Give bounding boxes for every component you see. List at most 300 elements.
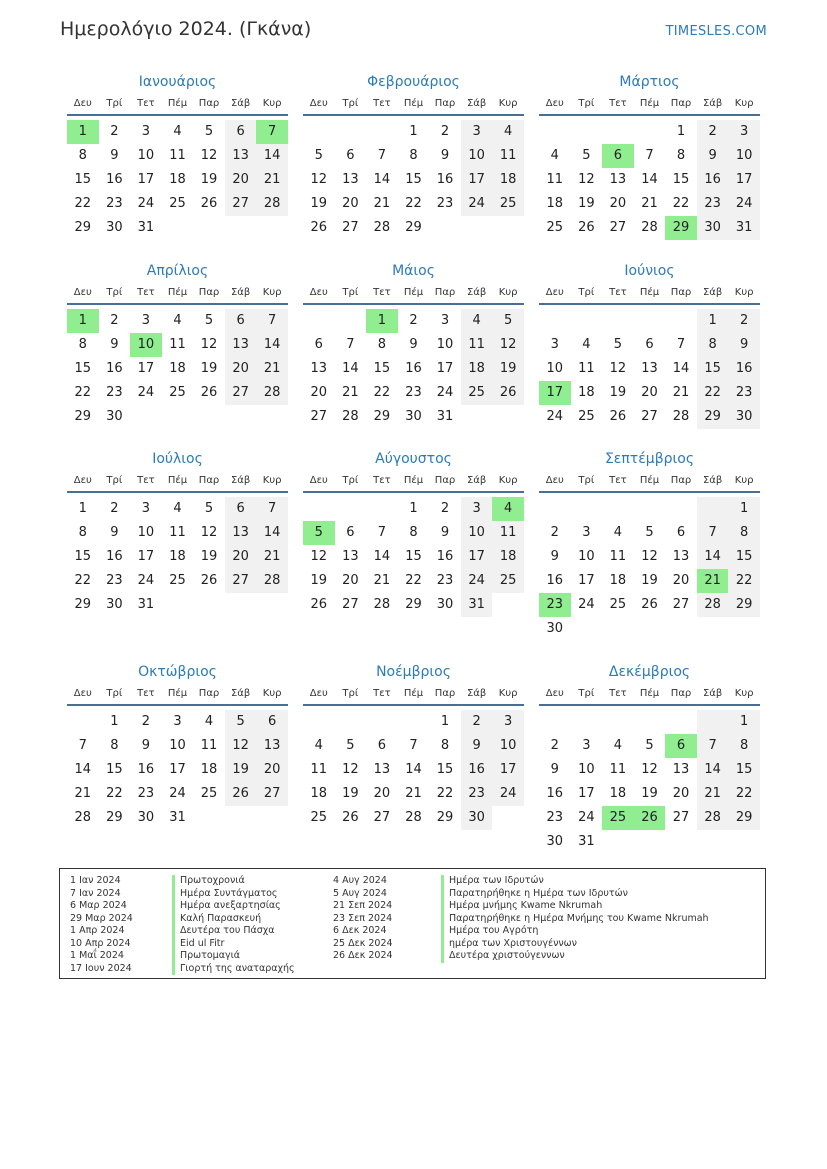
day-cell[interactable]: 21 [405,786,422,801]
day-cell[interactable]: 6 [645,337,654,352]
day-cell[interactable]: 22 [74,196,92,211]
day-cell[interactable]: 28 [641,220,658,235]
day-cell[interactable]: 1 [728,710,760,734]
day-cell[interactable]: 11 [492,144,524,168]
day-cell[interactable]: 5 [645,525,654,540]
day-cell[interactable]: 12 [641,762,658,777]
day-cell[interactable]: 25 [492,192,524,216]
day-cell[interactable]: 29 [436,810,454,825]
day-cell[interactable]: 8 [676,148,686,163]
day-cell[interactable]: 3 [550,337,559,352]
brand-link[interactable]: TIMESLES.COM [665,24,767,39]
day-cell[interactable]: 7 [676,337,686,352]
day-cell[interactable]: 19 [492,357,524,381]
day-cell[interactable]: 15 [672,172,690,187]
day-cell[interactable]: 19 [641,786,658,801]
day-cell[interactable]: 4 [173,501,182,516]
day-cell[interactable]: 10 [461,521,493,545]
holiday-day-cell[interactable]: 26 [634,806,666,830]
day-cell[interactable]: 20 [641,385,658,400]
day-cell[interactable]: 11 [578,361,595,376]
day-cell[interactable]: 31 [578,834,595,849]
day-cell[interactable]: 12 [310,549,328,564]
day-cell[interactable]: 3 [440,313,450,328]
day-cell[interactable]: 14 [373,172,391,187]
day-cell[interactable]: 30 [106,220,123,235]
day-cell[interactable]: 16 [728,357,760,381]
holiday-day-cell[interactable]: 25 [602,806,634,830]
day-cell[interactable]: 1 [110,714,119,729]
day-cell[interactable]: 2 [550,525,559,540]
day-cell[interactable]: 4 [461,309,493,333]
day-cell[interactable]: 10 [169,738,186,753]
day-cell[interactable]: 24 [461,192,493,216]
day-cell[interactable]: 9 [440,525,450,540]
day-cell[interactable]: 24 [578,810,595,825]
day-cell[interactable]: 21 [373,573,391,588]
day-cell[interactable]: 12 [492,333,524,357]
day-cell[interactable]: 27 [225,569,257,593]
day-cell[interactable]: 29 [728,806,760,830]
day-cell[interactable]: 9 [440,148,450,163]
day-cell[interactable]: 30 [461,806,493,830]
day-cell[interactable]: 24 [169,786,186,801]
day-cell[interactable]: 6 [225,120,257,144]
day-cell[interactable]: 16 [106,361,123,376]
day-cell[interactable]: 23 [436,196,454,211]
day-cell[interactable]: 28 [373,220,391,235]
day-cell[interactable]: 10 [578,762,595,777]
holiday-day-cell[interactable]: 1 [67,120,99,144]
day-cell[interactable]: 16 [106,549,123,564]
day-cell[interactable]: 27 [225,192,257,216]
day-cell[interactable]: 30 [697,216,729,240]
day-cell[interactable]: 13 [641,361,658,376]
day-cell[interactable]: 10 [546,361,564,376]
day-cell[interactable]: 12 [342,762,359,777]
day-cell[interactable]: 24 [436,385,454,400]
day-cell[interactable]: 22 [74,385,92,400]
day-cell[interactable]: 24 [461,569,493,593]
day-cell[interactable]: 15 [74,361,92,376]
day-cell[interactable]: 10 [461,144,493,168]
day-cell[interactable]: 14 [697,758,729,782]
holiday-day-cell[interactable]: 6 [602,144,634,168]
day-cell[interactable]: 13 [225,144,257,168]
day-cell[interactable]: 29 [74,597,92,612]
day-cell[interactable]: 9 [461,734,493,758]
day-cell[interactable]: 17 [461,545,493,569]
day-cell[interactable]: 11 [609,762,627,777]
day-cell[interactable]: 14 [672,361,690,376]
day-cell[interactable]: 11 [546,172,564,187]
day-cell[interactable]: 11 [169,148,186,163]
day-cell[interactable]: 4 [492,120,524,144]
day-cell[interactable]: 16 [137,762,155,777]
day-cell[interactable]: 22 [697,381,729,405]
day-cell[interactable]: 17 [578,786,595,801]
holiday-day-cell[interactable]: 5 [303,521,335,545]
day-cell[interactable]: 27 [672,810,690,825]
day-cell[interactable]: 14 [342,361,359,376]
day-cell[interactable]: 28 [405,810,422,825]
day-cell[interactable]: 2 [728,309,760,333]
day-cell[interactable]: 30 [106,409,123,424]
day-cell[interactable]: 23 [697,192,729,216]
day-cell[interactable]: 25 [169,573,186,588]
day-cell[interactable]: 26 [310,220,328,235]
day-cell[interactable]: 24 [492,782,524,806]
day-cell[interactable]: 15 [728,758,760,782]
day-cell[interactable]: 7 [78,738,87,753]
day-cell[interactable]: 19 [310,196,328,211]
day-cell[interactable]: 14 [256,144,288,168]
day-cell[interactable]: 9 [110,525,119,540]
day-cell[interactable]: 24 [728,192,760,216]
day-cell[interactable]: 21 [672,385,690,400]
day-cell[interactable]: 6 [225,497,257,521]
day-cell[interactable]: 6 [225,309,257,333]
day-cell[interactable]: 23 [546,810,564,825]
day-cell[interactable]: 6 [314,337,323,352]
day-cell[interactable]: 18 [609,786,627,801]
day-cell[interactable]: 10 [137,148,155,163]
day-cell[interactable]: 2 [697,120,729,144]
day-cell[interactable]: 10 [728,144,760,168]
day-cell[interactable]: 7 [377,525,387,540]
day-cell[interactable]: 9 [110,148,119,163]
day-cell[interactable]: 14 [256,521,288,545]
day-cell[interactable]: 9 [697,144,729,168]
day-cell[interactable]: 26 [225,782,257,806]
day-cell[interactable]: 12 [200,148,218,163]
day-cell[interactable]: 19 [225,758,257,782]
day-cell[interactable]: 18 [310,786,328,801]
day-cell[interactable]: 3 [582,525,591,540]
day-cell[interactable]: 22 [373,385,391,400]
day-cell[interactable]: 27 [225,381,257,405]
day-cell[interactable]: 31 [436,409,454,424]
day-cell[interactable]: 4 [204,714,214,729]
day-cell[interactable]: 4 [314,738,323,753]
day-cell[interactable]: 2 [110,124,119,139]
day-cell[interactable]: 23 [137,786,155,801]
day-cell[interactable]: 15 [728,545,760,569]
day-cell[interactable]: 7 [409,738,418,753]
day-cell[interactable]: 31 [137,220,155,235]
day-cell[interactable]: 2 [440,124,450,139]
day-cell[interactable]: 5 [346,738,355,753]
day-cell[interactable]: 20 [609,196,627,211]
day-cell[interactable]: 5 [492,309,524,333]
day-cell[interactable]: 11 [492,521,524,545]
day-cell[interactable]: 25 [546,220,564,235]
day-cell[interactable]: 29 [405,597,422,612]
day-cell[interactable]: 19 [609,385,627,400]
day-cell[interactable]: 6 [346,525,355,540]
day-cell[interactable]: 21 [256,357,288,381]
day-cell[interactable]: 9 [728,333,760,357]
day-cell[interactable]: 13 [310,361,328,376]
day-cell[interactable]: 27 [256,782,288,806]
day-cell[interactable]: 11 [310,762,328,777]
day-cell[interactable]: 23 [728,381,760,405]
day-cell[interactable]: 7 [256,497,288,521]
day-cell[interactable]: 20 [225,545,257,569]
day-cell[interactable]: 3 [582,738,591,753]
day-cell[interactable]: 21 [74,786,92,801]
day-cell[interactable]: 15 [74,549,92,564]
day-cell[interactable]: 14 [405,762,422,777]
day-cell[interactable]: 29 [697,405,729,429]
day-cell[interactable]: 21 [373,196,391,211]
day-cell[interactable]: 26 [641,597,658,612]
holiday-day-cell[interactable]: 1 [67,309,99,333]
day-cell[interactable]: 24 [137,573,155,588]
day-cell[interactable]: 19 [578,196,595,211]
day-cell[interactable]: 13 [609,172,627,187]
day-cell[interactable]: 15 [405,172,422,187]
day-cell[interactable]: 22 [672,196,690,211]
day-cell[interactable]: 6 [256,710,288,734]
day-cell[interactable]: 21 [256,545,288,569]
day-cell[interactable]: 30 [405,409,422,424]
day-cell[interactable]: 11 [461,333,493,357]
day-cell[interactable]: 7 [697,521,729,545]
day-cell[interactable]: 21 [641,196,658,211]
day-cell[interactable]: 8 [409,525,418,540]
day-cell[interactable]: 21 [697,782,729,806]
day-cell[interactable]: 3 [141,313,151,328]
day-cell[interactable]: 18 [492,168,524,192]
day-cell[interactable]: 12 [200,525,218,540]
day-cell[interactable]: 22 [74,573,92,588]
day-cell[interactable]: 13 [342,172,359,187]
day-cell[interactable]: 3 [141,501,151,516]
day-cell[interactable]: 14 [641,172,658,187]
day-cell[interactable]: 19 [641,573,658,588]
day-cell[interactable]: 20 [256,758,288,782]
day-cell[interactable]: 23 [106,196,123,211]
day-cell[interactable]: 4 [550,148,559,163]
day-cell[interactable]: 19 [200,549,218,564]
day-cell[interactable]: 25 [492,569,524,593]
day-cell[interactable]: 26 [578,220,595,235]
day-cell[interactable]: 22 [728,782,760,806]
day-cell[interactable]: 15 [697,357,729,381]
day-cell[interactable]: 7 [346,337,355,352]
day-cell[interactable]: 13 [342,549,359,564]
day-cell[interactable]: 28 [697,806,729,830]
day-cell[interactable]: 18 [169,361,186,376]
day-cell[interactable]: 23 [405,385,422,400]
day-cell[interactable]: 30 [728,405,760,429]
day-cell[interactable]: 20 [225,168,257,192]
day-cell[interactable]: 29 [106,810,123,825]
day-cell[interactable]: 29 [373,409,391,424]
day-cell[interactable]: 4 [173,313,182,328]
day-cell[interactable]: 21 [342,385,359,400]
day-cell[interactable]: 1 [409,501,418,516]
day-cell[interactable]: 24 [578,597,595,612]
day-cell[interactable]: 5 [204,313,214,328]
day-cell[interactable]: 1 [728,497,760,521]
day-cell[interactable]: 14 [697,545,729,569]
day-cell[interactable]: 2 [461,710,493,734]
day-cell[interactable]: 20 [225,357,257,381]
day-cell[interactable]: 8 [110,738,119,753]
day-cell[interactable]: 25 [169,385,186,400]
day-cell[interactable]: 6 [676,525,686,540]
day-cell[interactable]: 16 [697,168,729,192]
day-cell[interactable]: 20 [373,786,391,801]
day-cell[interactable]: 12 [609,361,627,376]
day-cell[interactable]: 3 [141,124,151,139]
day-cell[interactable]: 19 [342,786,359,801]
day-cell[interactable]: 13 [256,734,288,758]
day-cell[interactable]: 10 [492,734,524,758]
day-cell[interactable]: 2 [141,714,151,729]
day-cell[interactable]: 21 [256,168,288,192]
day-cell[interactable]: 13 [225,333,257,357]
day-cell[interactable]: 18 [609,573,627,588]
day-cell[interactable]: 15 [106,762,123,777]
holiday-day-cell[interactable]: 4 [492,497,524,521]
day-cell[interactable]: 17 [436,361,454,376]
day-cell[interactable]: 10 [137,525,155,540]
day-cell[interactable]: 16 [546,786,564,801]
day-cell[interactable]: 14 [373,549,391,564]
day-cell[interactable]: 3 [461,120,493,144]
day-cell[interactable]: 31 [169,810,186,825]
day-cell[interactable]: 3 [728,120,760,144]
day-cell[interactable]: 22 [436,786,454,801]
day-cell[interactable]: 20 [672,786,690,801]
day-cell[interactable]: 26 [200,573,218,588]
day-cell[interactable]: 25 [609,597,627,612]
day-cell[interactable]: 13 [672,762,690,777]
day-cell[interactable]: 30 [106,597,123,612]
day-cell[interactable]: 16 [546,573,564,588]
day-cell[interactable]: 18 [169,172,186,187]
day-cell[interactable]: 3 [461,497,493,521]
day-cell[interactable]: 6 [377,738,387,753]
day-cell[interactable]: 26 [200,196,218,211]
day-cell[interactable]: 13 [225,521,257,545]
holiday-day-cell[interactable]: 7 [256,120,288,144]
day-cell[interactable]: 8 [728,734,760,758]
day-cell[interactable]: 19 [200,361,218,376]
day-cell[interactable]: 9 [409,337,418,352]
day-cell[interactable]: 28 [256,192,288,216]
day-cell[interactable]: 26 [342,810,359,825]
holiday-day-cell[interactable]: 10 [130,333,162,357]
day-cell[interactable]: 5 [645,738,654,753]
day-cell[interactable]: 24 [546,409,564,424]
day-cell[interactable]: 28 [697,593,729,617]
day-cell[interactable]: 15 [436,762,454,777]
day-cell[interactable]: 25 [200,786,218,801]
day-cell[interactable]: 18 [169,549,186,564]
day-cell[interactable]: 16 [436,172,454,187]
day-cell[interactable]: 5 [204,501,214,516]
day-cell[interactable]: 22 [728,569,760,593]
day-cell[interactable]: 7 [697,734,729,758]
day-cell[interactable]: 11 [609,549,627,564]
holiday-day-cell[interactable]: 29 [665,216,697,240]
day-cell[interactable]: 7 [256,309,288,333]
holiday-day-cell[interactable]: 17 [539,381,571,405]
day-cell[interactable]: 28 [342,409,359,424]
day-cell[interactable]: 15 [405,549,422,564]
day-cell[interactable]: 1 [409,124,418,139]
day-cell[interactable]: 28 [74,810,92,825]
day-cell[interactable]: 29 [74,409,92,424]
day-cell[interactable]: 31 [728,216,760,240]
day-cell[interactable]: 18 [461,357,493,381]
day-cell[interactable]: 8 [78,337,87,352]
day-cell[interactable]: 2 [110,501,119,516]
day-cell[interactable]: 27 [342,597,359,612]
day-cell[interactable]: 7 [377,148,387,163]
day-cell[interactable]: 9 [550,762,559,777]
day-cell[interactable]: 28 [373,597,391,612]
day-cell[interactable]: 4 [613,525,623,540]
day-cell[interactable]: 23 [461,782,493,806]
day-cell[interactable]: 11 [169,525,186,540]
day-cell[interactable]: 28 [256,381,288,405]
day-cell[interactable]: 16 [405,361,422,376]
day-cell[interactable]: 2 [550,738,559,753]
holiday-day-cell[interactable]: 21 [697,569,729,593]
day-cell[interactable]: 2 [110,313,119,328]
day-cell[interactable]: 28 [672,409,690,424]
day-cell[interactable]: 13 [373,762,391,777]
day-cell[interactable]: 26 [609,409,627,424]
day-cell[interactable]: 13 [672,549,690,564]
day-cell[interactable]: 1 [440,714,450,729]
day-cell[interactable]: 17 [728,168,760,192]
day-cell[interactable]: 28 [256,569,288,593]
day-cell[interactable]: 24 [137,385,155,400]
day-cell[interactable]: 19 [310,573,328,588]
day-cell[interactable]: 8 [440,738,450,753]
day-cell[interactable]: 2 [440,501,450,516]
day-cell[interactable]: 25 [310,810,328,825]
day-cell[interactable]: 8 [78,148,87,163]
holiday-day-cell[interactable]: 1 [366,309,398,333]
day-cell[interactable]: 11 [200,738,218,753]
day-cell[interactable]: 15 [74,172,92,187]
day-cell[interactable]: 18 [200,762,218,777]
day-cell[interactable]: 16 [461,758,493,782]
day-cell[interactable]: 12 [578,172,595,187]
day-cell[interactable]: 1 [78,501,87,516]
day-cell[interactable]: 25 [578,409,595,424]
day-cell[interactable]: 29 [728,593,760,617]
day-cell[interactable]: 5 [582,148,591,163]
day-cell[interactable]: 17 [492,758,524,782]
day-cell[interactable]: 31 [461,593,493,617]
day-cell[interactable]: 5 [613,337,623,352]
day-cell[interactable]: 25 [169,196,186,211]
day-cell[interactable]: 17 [169,762,186,777]
day-cell[interactable]: 3 [173,714,182,729]
day-cell[interactable]: 9 [110,337,119,352]
day-cell[interactable]: 6 [346,148,355,163]
holiday-day-cell[interactable]: 23 [539,593,571,617]
day-cell[interactable]: 4 [613,738,623,753]
